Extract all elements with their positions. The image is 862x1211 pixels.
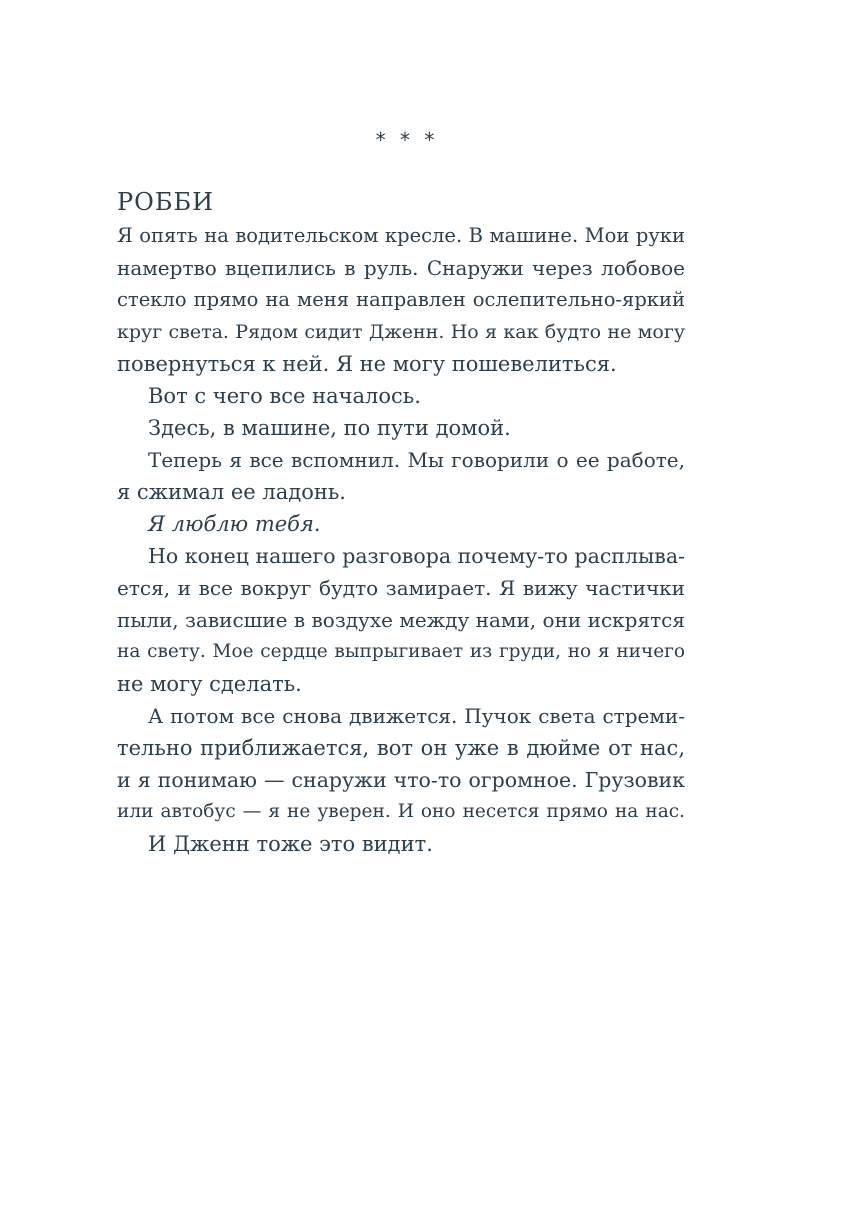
text-line: Но конец нашего разговора почему-то расплыва- [148, 544, 685, 568]
text-line: А потом все снова движется. Пучок света стреми- [148, 704, 685, 728]
text-line: повернуться к ней. Я не могу пошевелиться. [117, 352, 617, 376]
text-line: и я понимаю — снаружи что-то огромное. Грузовик [117, 768, 685, 792]
separator-stars: * * * [375, 128, 439, 152]
text-line: круг света. Рядом сидит Дженн. Но я как будто не могу [117, 321, 685, 343]
text-line: стекло прямо на меня направлен ослепительно-яркий [117, 288, 685, 311]
text-line: Вот с чего все началось. [148, 384, 421, 408]
text-line: Здесь, в машине, по пути домой. [148, 416, 511, 440]
text-line: Теперь я все вспомнил. Мы говорили о ее работе, [148, 448, 685, 472]
text-line: ется, и все вокруг будто замирает. Я вижу частички [117, 576, 685, 600]
text-line: на свету. Мое сердце выпрыгивает из груди, но я ничего [117, 641, 685, 662]
text-line: намертво вцепились в руль. Снаружи через лобовое [117, 256, 685, 280]
book-page [117, 0, 685, 1211]
text-line: пыли, зависшие в воздухе между нами, они искрятся [117, 608, 685, 632]
text-line: или автобус — я не уверен. И оно несется прямо на нас. [117, 801, 685, 822]
text-line: я сжимал ее ладонь. [117, 480, 346, 504]
text-line: тельно приближается, вот он уже в дюйме от нас, [117, 736, 685, 760]
section-separator [117, 128, 685, 152]
text-line: И Дженн тоже это видит. [148, 832, 433, 856]
text-line: Я опять на водительском кресле. В машине. Мои руки [117, 224, 685, 247]
text-line: не могу сделать. [117, 672, 302, 696]
chapter-speaker-heading: РОББИ [117, 188, 215, 216]
italic-text-line: Я люблю тебя. [148, 512, 321, 536]
